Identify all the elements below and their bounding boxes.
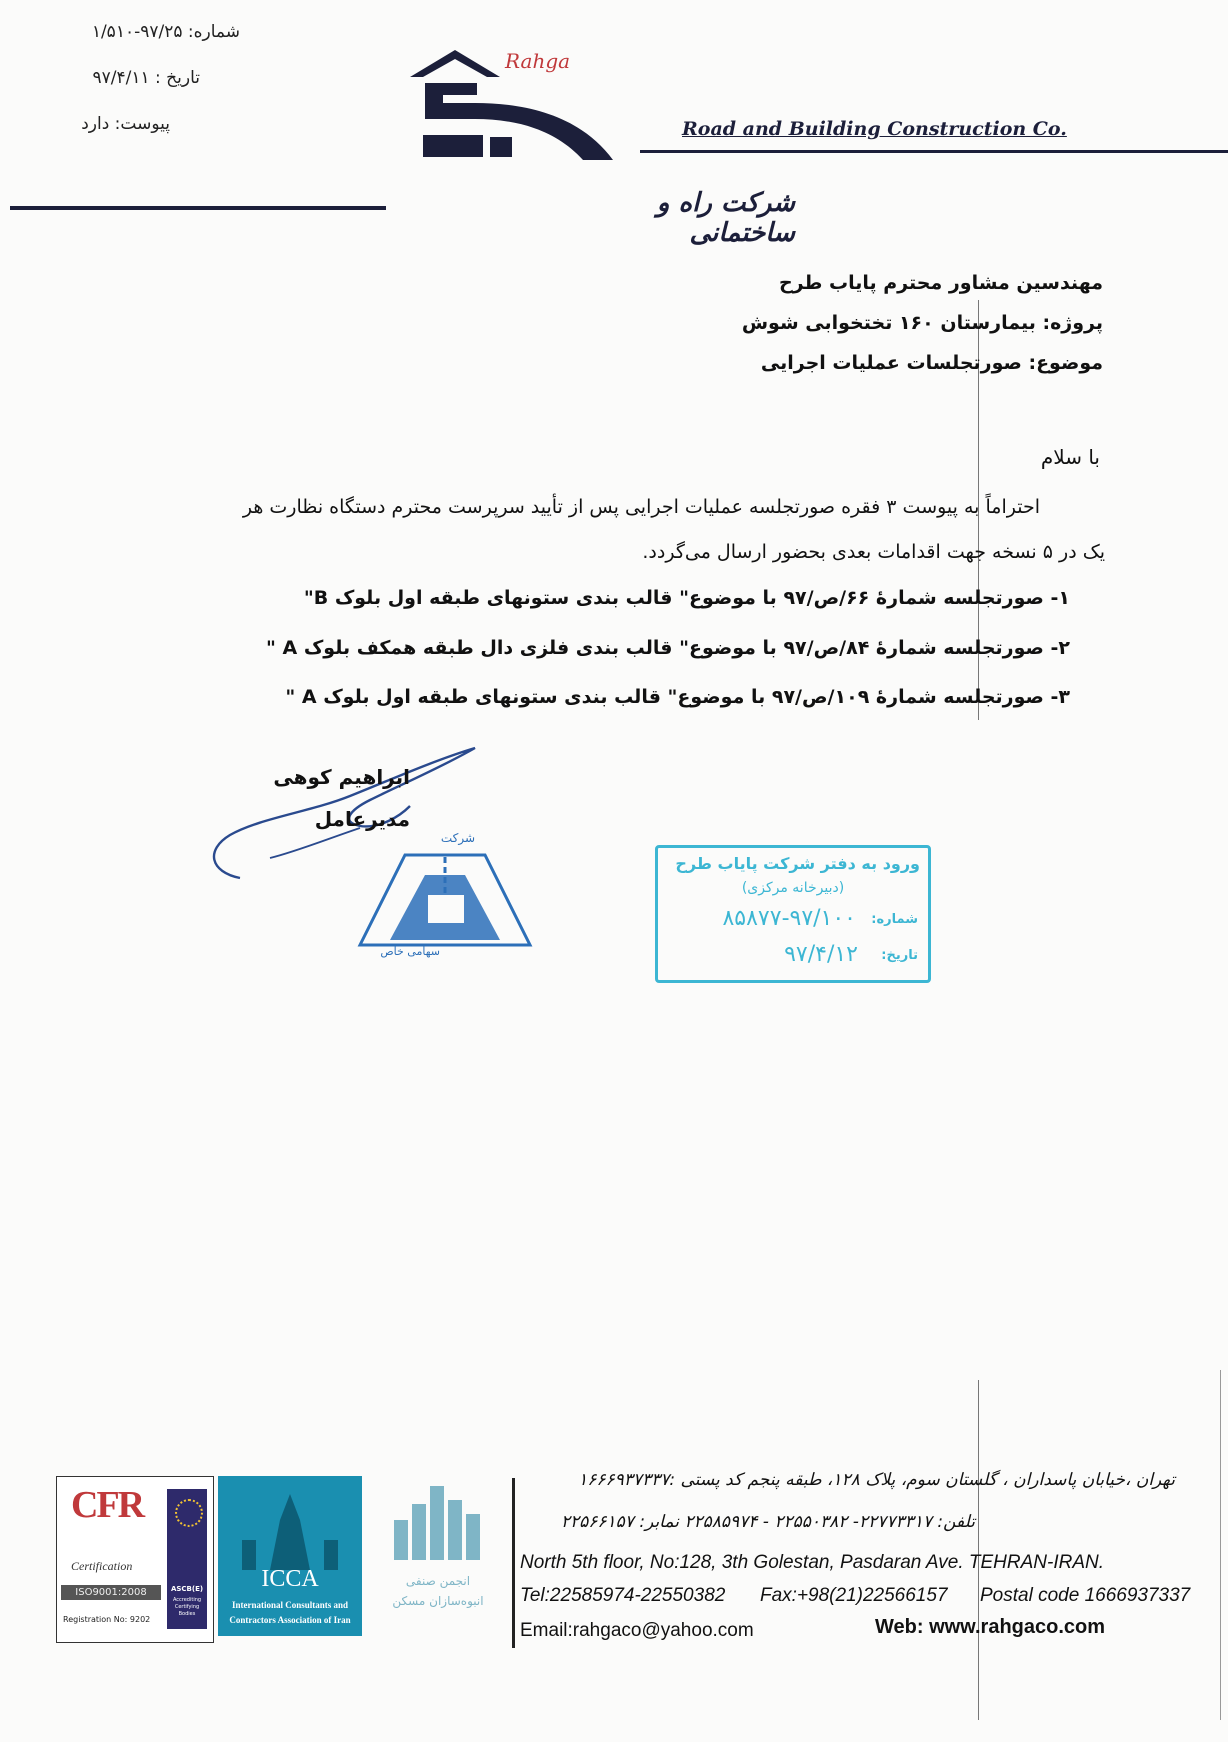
footer-tel-en: Tel:22585974-22550382 [520,1585,726,1606]
housing-line-2: انبوه‌سازان مسکن [392,1594,484,1608]
company-name-fa: شرکت راه و ساختمانی [656,188,795,248]
icca-badge [218,1476,362,1636]
footer-phones-fa: تلفن: ۲۲۷۷۳۳۱۷- ۲۲۵۵۰۳۸۲ - ۲۲۵۸۵۹۷۴ نمابر: ۲۲۵۶۶۱۵۷ [560,1512,975,1532]
certification-badge [56,1476,214,1643]
fold-line [978,1380,979,1720]
recipient-subject: موضوع: صورتجلسات عملیات اجرایی [760,352,1103,374]
recipient-line-1: مهندسین مشاور محترم پایاب طرح [778,272,1103,294]
stamp-title: ورود به دفتر شرکت پایاب طرح [675,854,920,873]
header-rule-left [10,206,386,210]
housing-grid-icon [392,1480,484,1562]
footer-fax-en: Fax:+98(21)22566157 [760,1585,948,1606]
icca-logo-text: ICCA [261,1566,319,1592]
icca-line-2: Contractors Association of Iran [229,1615,351,1625]
list-item: ۳- صورتجلسه شمارهٔ ۱۰۹/ص/۹۷ با موضوع" قالب بندی ستونهای طبقه اول بلوک A " [285,686,1070,708]
icca-line-1: International Consultants and [231,1600,349,1610]
list-item: ۲- صورتجلسه شمارهٔ ۸۴/ص/۹۷ با موضوع" قالب بندی فلزی دال طبقه همکف بلوک A " [265,637,1070,659]
eu-stars-icon [175,1499,203,1527]
received-stamp [655,845,931,983]
registration-number: Registration No: 9202 [63,1615,151,1624]
icca-building-icon [238,1490,342,1570]
stamp-date-label: تاریخ: [881,948,918,963]
greeting: با سلام [1040,445,1100,469]
letter-number: شماره: ۹۷/۲۵-۱/۵۱۰ [91,22,240,42]
stamp-date-value: ۹۷/۴/۱۲ [784,942,858,967]
cert-label: Certification [71,1559,133,1573]
header-rule-right [640,150,1228,153]
footer-address-fa: تهران ،خیابان پاسداران ، گلستان سوم، پلاک ۱۲۸، طبقه پنجم کد پستی :۱۶۶۶۹۳۷۳۳۷ [578,1470,1175,1490]
seal-top-text: شرکت [440,831,475,845]
letter-date: تاریخ : ۹۷/۴/۱۱ [92,68,200,88]
iso-label: ISO9001:2008 [61,1585,161,1600]
ascb-sub: Accrediting Certifying Bodies [172,1597,202,1617]
cfr-logo-text: CFR [71,1484,144,1526]
list-item: ۱- صورتجلسه شمارهٔ ۶۶/ص/۹۷ با موضوع" قالب بندی ستونهای طبقه اول بلوک B" [303,587,1070,609]
housing-line-1: انجمن صنفی [405,1574,471,1588]
ascb-text: ASCB(E) [170,1585,204,1593]
letter-attachment: پیوست: دارد [81,114,170,134]
seal-bottom-text: سهامی خاص [380,945,440,958]
stamp-subtitle: (دبیرخانه مرکزی) [741,880,845,896]
footer-divider [512,1478,515,1648]
fold-line [1220,1370,1221,1720]
rahga-latin-wordmark: Rahga [505,49,571,73]
footer-web: Web: www.rahgaco.com [875,1616,1106,1638]
company-name-en: Road and Building Construction Co. [682,118,1067,140]
signatory-title: مدیرعامل [314,807,410,831]
body-paragraph-line-1: احتراماً به پیوست ۳ فقره صورتجلسه عملیات اجرایی پس از تأیید سرپرست محترم دستگاه نظارت هر [242,496,1040,518]
footer-postal-en: Postal code 1666937337 [980,1585,1191,1606]
ascb-badge [167,1489,207,1629]
footer-email: Email:rahgaco@yahoo.com [520,1620,754,1641]
stamp-number-label: شماره: [871,912,918,927]
company-seal [350,831,540,965]
stamp-number-value: ۸۵۸۷۷-۹۷/۱۰۰ [722,906,856,931]
recipient-project: پروژه: بیمارستان ۱۶۰ تختخوابی شوش [741,312,1103,334]
company-logo [405,45,620,165]
signatory-name: ابراهیم کوهی [273,765,410,789]
body-paragraph-line-2: یک در ۵ نسخه جهت اقدامات بعدی بحضور ارسال می‌گردد. [642,541,1105,563]
footer-address-en: North 5th floor, No:128, 3th Golestan, Pasdaran Ave. TEHRAN-IRAN. [520,1552,1104,1573]
housing-association-badge [378,1480,498,1620]
